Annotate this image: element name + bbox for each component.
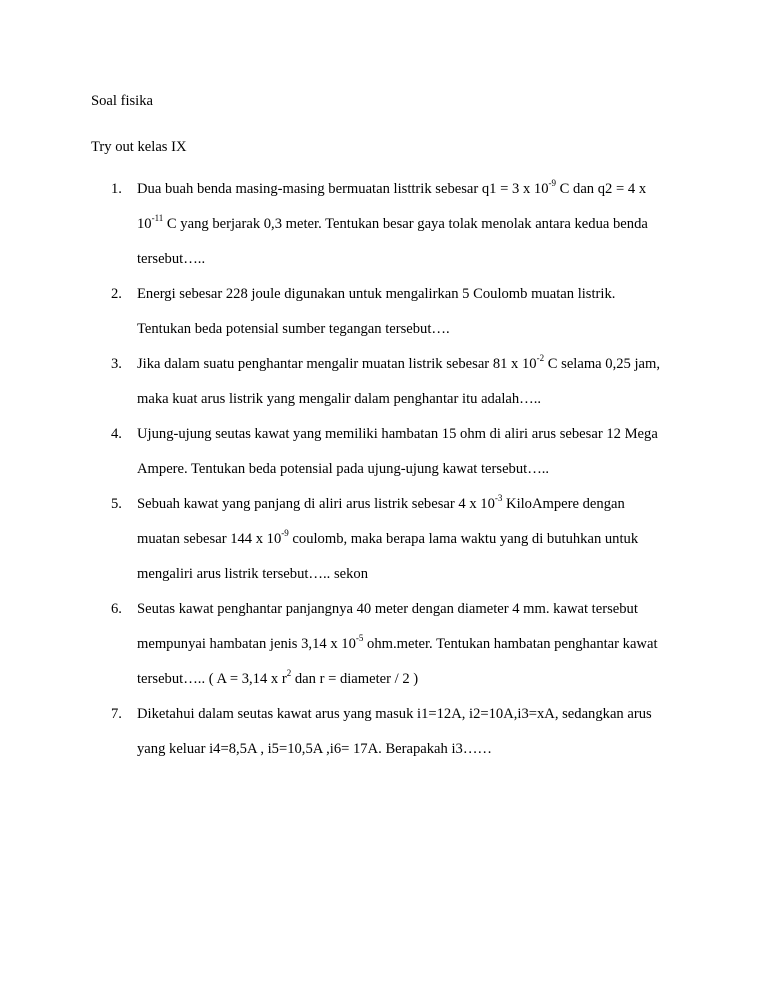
superscript-exponent: 2 bbox=[286, 668, 292, 679]
text-run: C selama 0,25 jam, bbox=[544, 356, 661, 372]
text-run: Ampere. Tentukan beda potensial pada ujung-ujung kawat tersebut….. bbox=[137, 461, 550, 477]
text-run: C dan q2 = 4 x bbox=[556, 181, 647, 197]
text-run: Jika dalam suatu penghantar mengalir muatan listrik sebesar 81 x 10 bbox=[137, 356, 537, 372]
question-text-line bbox=[137, 250, 205, 268]
text-run: Dua buah benda masing-masing bermuatan listtrik sebesar q1 = 3 x 10 bbox=[137, 181, 549, 197]
text-run: Energi sebesar 228 joule digunakan untuk mengalirkan 5 Coulomb muatan listrik. bbox=[137, 286, 616, 302]
question-text-line bbox=[137, 565, 368, 583]
text-run: tersebut….. bbox=[137, 251, 206, 267]
text-run: Diketahui dalam seutas kawat arus yang masuk i1=12A, i2=10A,i3=xA, sedangkan arus bbox=[137, 706, 652, 722]
question-text-line bbox=[137, 390, 541, 408]
question-number: 2. bbox=[111, 286, 122, 302]
question-number: 3. bbox=[111, 356, 122, 372]
question-text-line bbox=[137, 705, 652, 723]
superscript-exponent: -9 bbox=[281, 528, 289, 539]
superscript-exponent: -11 bbox=[151, 213, 164, 224]
text-run: Sebuah kawat yang panjang di aliri arus listrik sebesar 4 x 10 bbox=[137, 496, 495, 512]
question-text-line bbox=[137, 320, 450, 338]
question-text-line bbox=[137, 530, 638, 548]
text-run: muatan sebesar 144 x 10 bbox=[137, 531, 282, 547]
text-run: maka kuat arus listrik yang mengalir dalam penghantar itu adalah….. bbox=[137, 391, 542, 407]
text-run: Ujung-ujung seutas kawat yang memiliki hambatan 15 ohm di aliri arus sebesar 12 Mega bbox=[137, 426, 658, 442]
question-text-line bbox=[137, 670, 418, 688]
text-run: dan r = diameter / 2 ) bbox=[291, 671, 419, 687]
question-text-line bbox=[137, 425, 658, 443]
question-text-line bbox=[137, 635, 658, 653]
text-run: Seutas kawat penghantar panjangnya 40 meter dengan diameter 4 mm. kawat tersebut bbox=[137, 601, 638, 617]
text-run: C yang berjarak 0,3 meter. Tentukan besar gaya tolak menolak antara kedua benda bbox=[163, 216, 648, 232]
text-run: KiloAmpere dengan bbox=[502, 496, 625, 512]
question-number: 7. bbox=[111, 706, 122, 722]
text-run: mengaliri arus listrik tersebut….. sekon bbox=[137, 566, 369, 582]
text-run: tersebut….. ( A = 3,14 x r bbox=[137, 671, 287, 687]
question-text-line bbox=[137, 460, 549, 478]
question-number: 6. bbox=[111, 601, 122, 617]
superscript-exponent: -3 bbox=[494, 493, 503, 504]
text-run: yang keluar i4=8,5A , i5=10,5A ,i6= 17A. Berapakah i3…… bbox=[137, 741, 493, 757]
text-run: mempunyai hambatan jenis 3,14 x 10 bbox=[137, 636, 356, 652]
superscript-exponent: -5 bbox=[355, 633, 364, 644]
text-run: ohm.meter. Tentukan hambatan penghantar kawat bbox=[363, 636, 658, 652]
superscript-exponent: -9 bbox=[548, 178, 556, 189]
text-run: coulomb, maka berapa lama waktu yang di butuhkan untuk bbox=[288, 531, 639, 547]
question-number: 1. bbox=[111, 181, 122, 197]
question-text-line bbox=[137, 355, 660, 373]
document-title: Soal fisika bbox=[91, 93, 154, 109]
question-text-line bbox=[137, 740, 492, 758]
question-text-line bbox=[137, 600, 638, 618]
question-text-line bbox=[137, 180, 646, 198]
text-run: Tentukan beda potensial sumber tegangan tersebut…. bbox=[137, 321, 450, 337]
question-text-line bbox=[137, 215, 648, 233]
text-run: 10 bbox=[137, 216, 152, 232]
question-text-line bbox=[137, 495, 625, 513]
superscript-exponent: -2 bbox=[536, 353, 545, 364]
question-number: 4. bbox=[111, 426, 122, 442]
question-number: 5. bbox=[111, 496, 122, 512]
question-text-line bbox=[137, 285, 615, 303]
document-subtitle: Try out kelas IX bbox=[91, 139, 187, 155]
